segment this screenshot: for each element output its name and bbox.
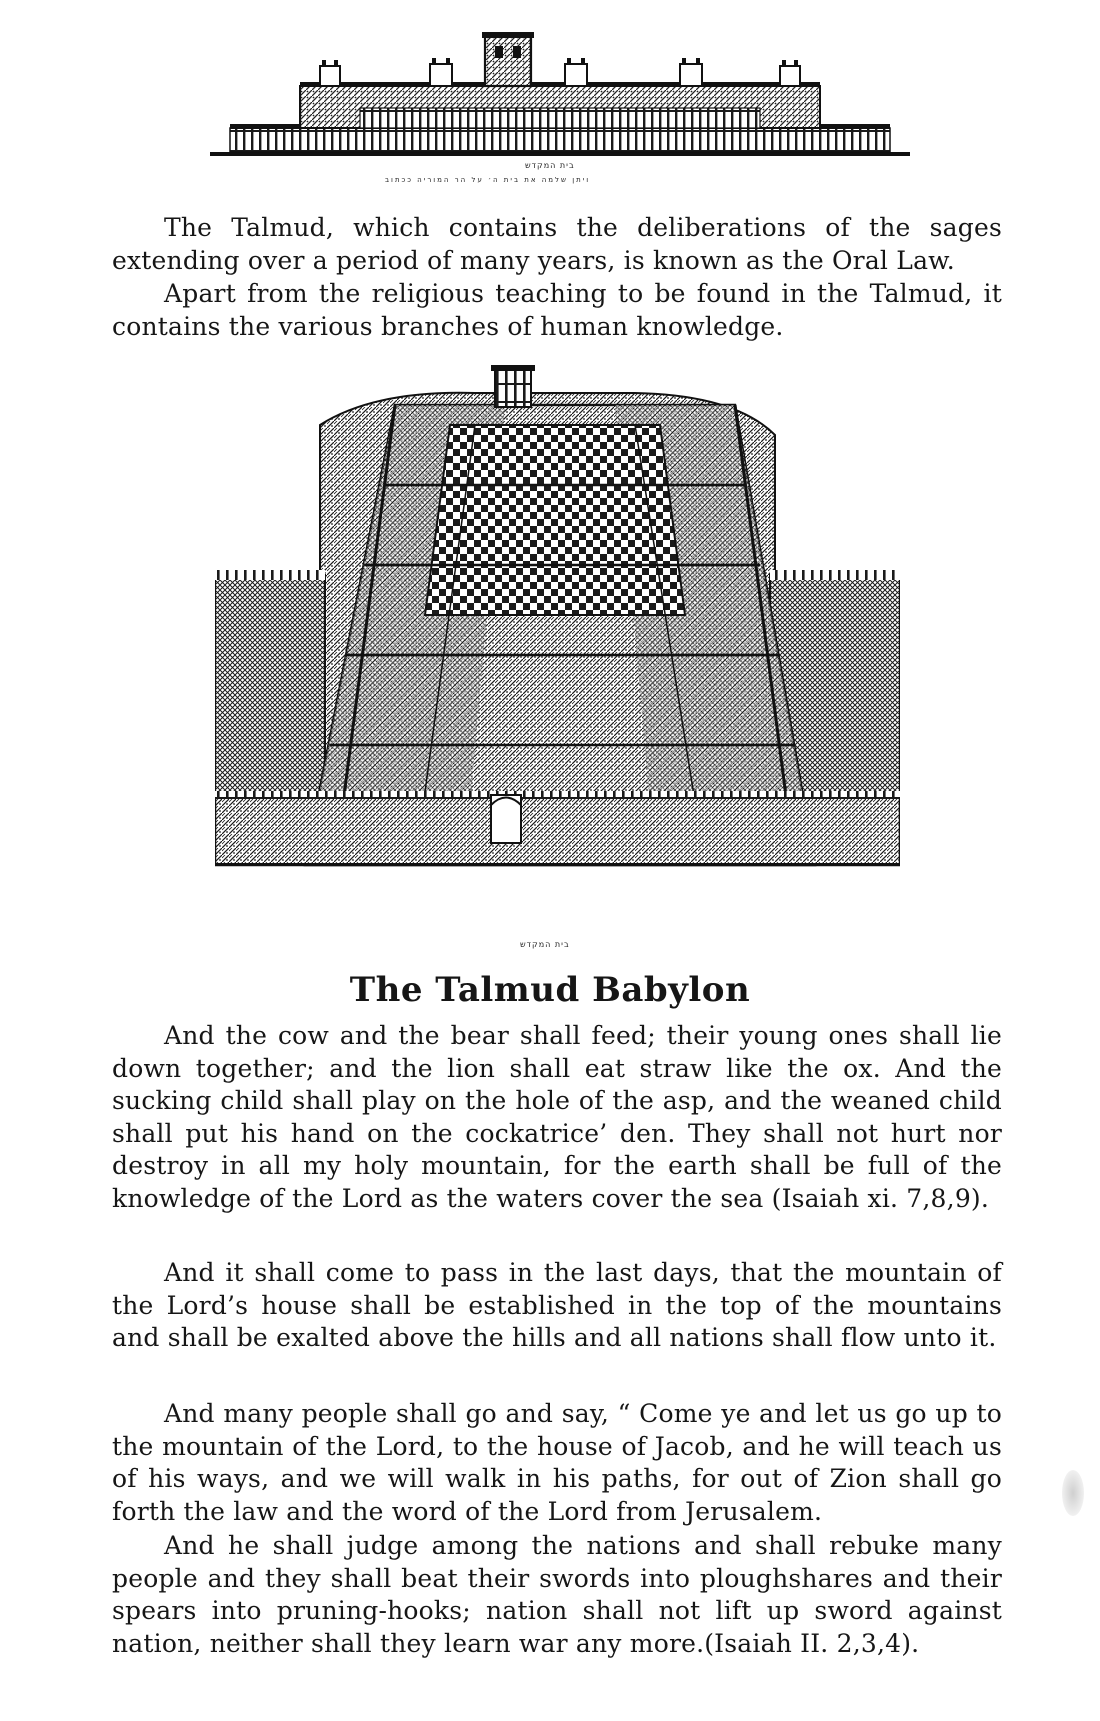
body-paragraph-2: And it shall come to pass in the last days, that the mountain of the Lord’s house shall be established in the top of the mountains and shall be exalted above the hills and all nations shall flow unto it. [112, 1258, 1002, 1352]
intro-paragraph-2: Apart from the religious teaching to be found in the Talmud, it contains the various branches of human knowledge. [112, 279, 1002, 341]
page-heading: The Talmud Babylon [349, 970, 751, 1010]
top-illustration-caption: ויתן שלמה את בית ה׳ על הר המוריה ככתוב [385, 176, 591, 184]
middle-illustration-label: בית המקדש [520, 940, 570, 949]
temple-mount-illustration [215, 365, 900, 945]
top-illustration-label: בית המקדש [525, 161, 575, 170]
body-paragraph-1: And the cow and the bear shall feed; their young ones shall lie down together; and the lion shall eat straw like the ox. And the sucking child shall play on the hole of the asp, and the weaned child shall put his hand on the cockatrice’ den. They shall not hurt nor destroy in all my holy mountain, for the earth shall be full of the knowledge of the Lord as the waters cover the sea (Isaiah xi. 7,8,9). [112, 1021, 1002, 1213]
body-paragraph-3: And many people shall go and say, “ Come ye and let us go up to the mountain of the Lord, to the house of Jacob, and he will teach us of his ways, and we will walk in his paths, for out of Zion shall go forth the law and the word of the Lord from Jerusalem. [112, 1399, 1002, 1526]
body-paragraph-4: And he shall judge among the nations and shall rebuke many people and they shall beat their swords into ploughshares and their spears into pruning-hooks; nation shall not lift up sword against nation, neither shall they learn war any more.(Isaiah II. 2,3,4). [112, 1531, 1002, 1658]
temple-complex-illustration [210, 30, 910, 180]
page-smudge [1062, 1470, 1084, 1516]
intro-paragraph-1: The Talmud, which contains the deliberations of the sages extending over a period of many years, is known as the Oral Law. [112, 213, 1002, 275]
